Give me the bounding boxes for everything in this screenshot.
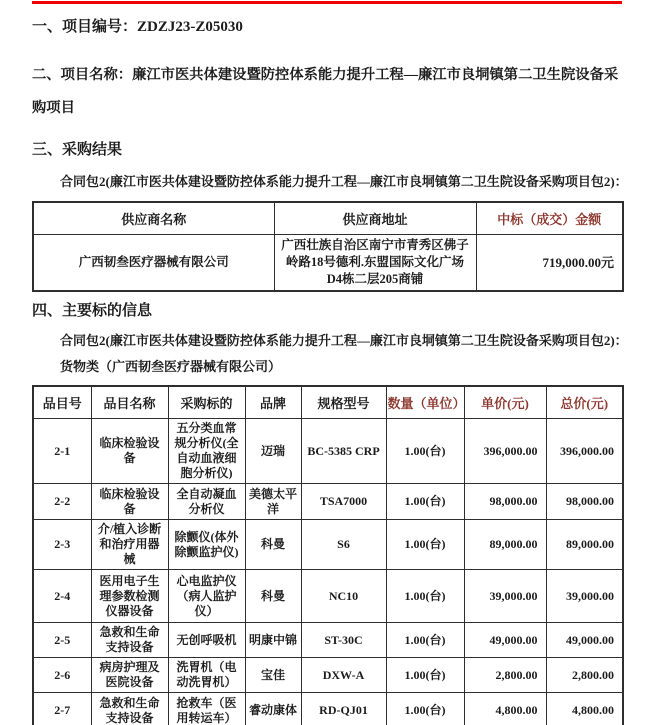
items-table-cell: 除颤仪(体外除颤监护仪) — [168, 520, 245, 570]
items-table-cell: 无创呼吸机 — [168, 623, 245, 658]
column-header-procurement-target: 采购标的 — [168, 386, 245, 419]
items-table-cell: 2,800.00 — [546, 658, 623, 693]
contract-package-line-1: 合同包2(廉江市医共体建设暨防控体系能力提升工程—廉江市良垌镇第二卫生院设备采购项目包2)： — [60, 174, 628, 189]
items-table-cell: TSA7000 — [301, 484, 386, 520]
items-table-cell: 临床检验设备 — [91, 419, 168, 484]
column-header-unit-price: 单价(元) — [464, 386, 546, 419]
column-header-item-no: 品目号 — [33, 386, 91, 419]
items-table — [32, 385, 624, 725]
items-table-cell: 睿动康体 — [245, 693, 301, 725]
items-table-cell: 98,000.00 — [464, 484, 546, 520]
supplier-table-row — [33, 234, 623, 291]
items-table-cell: 病房护理及医院设备 — [91, 658, 168, 693]
items-table-cell: 介/植入诊断和治疗用器械 — [91, 520, 168, 570]
contract-package-line-2: 合同包2(廉江市医共体建设暨防控体系能力提升工程—廉江市良垌镇第二卫生院设备采购项目包2)： — [60, 332, 628, 348]
items-table-cell: 2-3 — [33, 520, 91, 570]
items-table-cell: 2-2 — [33, 484, 91, 520]
items-table-cell: 科曼 — [245, 570, 301, 623]
items-table-cell: 五分类血常规分析仪(全自动血液细胞分析仪) — [168, 419, 245, 484]
items-table-cell: 2-7 — [33, 693, 91, 725]
items-table-cell: 抢救车（医用转运车） — [168, 693, 245, 725]
items-table-cell: S6 — [301, 520, 386, 570]
items-table-row — [33, 623, 623, 658]
items-table-cell: 1.00(台) — [386, 623, 464, 658]
items-table-cell: 急救和生命支持设备 — [91, 693, 168, 725]
items-table-cell: 1.00(台) — [386, 693, 464, 725]
items-table-cell: 2,800.00 — [464, 658, 546, 693]
items-table-row — [33, 520, 623, 570]
supplier-table — [32, 201, 624, 292]
supplier-header-row — [33, 202, 623, 234]
column-header-spec-model: 规格型号 — [301, 386, 386, 419]
items-table-row — [33, 484, 623, 520]
items-table-cell: 迈瑞 — [245, 419, 301, 484]
items-table-cell: 2-4 — [33, 570, 91, 623]
items-table-row — [33, 658, 623, 693]
section-main-subject-title: 四、主要标的信息 — [32, 302, 153, 319]
items-table-cell: 明康中锦 — [245, 623, 301, 658]
items-table-cell: 1.00(台) — [386, 484, 464, 520]
items-table-row — [33, 693, 623, 725]
items-table-cell: 宝佳 — [245, 658, 301, 693]
column-header-quantity-unit: 数量（单位） — [386, 386, 464, 419]
column-header-item-name: 品目名称 — [91, 386, 168, 419]
items-table-cell: RD-QJ01 — [301, 693, 386, 725]
items-table-cell: ST-30C — [301, 623, 386, 658]
column-header-brand: 品牌 — [245, 386, 301, 419]
column-header-award-amount: 中标（成交）金额 — [476, 202, 623, 234]
items-table-cell: 心电监护仪（病人监护仪） — [168, 570, 245, 623]
items-table-cell: BC-5385 CRP — [301, 419, 386, 484]
column-header-total-price: 总价(元) — [546, 386, 623, 419]
items-table-cell: 临床检验设备 — [91, 484, 168, 520]
section-procurement-result-title: 三、采购结果 — [32, 142, 123, 158]
project-name-line: 二、项目名称：廉江市医共体建设暨防控体系能力提升工程—廉江市良垌镇第二卫生院设备采购项目 — [32, 67, 619, 116]
items-table-cell: 4,800.00 — [546, 693, 623, 725]
items-table-cell: 医用电子生理参数检测仪器设备 — [91, 570, 168, 623]
items-table-cell: 2-6 — [33, 658, 91, 693]
items-table-cell: 急救和生命支持设备 — [91, 623, 168, 658]
items-table-cell: 98,000.00 — [546, 484, 623, 520]
items-table-row — [33, 570, 623, 623]
items-table-cell: NC10 — [301, 570, 386, 623]
column-header-supplier-name: 供应商名称 — [33, 202, 274, 234]
supplier-table-cell: 广西韧叁医疗器械有限公司 — [33, 234, 274, 291]
items-table-cell: 1.00(台) — [386, 520, 464, 570]
supplier-table-cell: 719,000.00元 — [476, 234, 623, 291]
items-header-row — [33, 386, 623, 419]
items-table-cell: 396,000.00 — [464, 419, 546, 484]
items-table-cell: 全自动凝血分析仪 — [168, 484, 245, 520]
top-red-divider — [32, 1, 622, 4]
items-table-cell: 1.00(台) — [386, 570, 464, 623]
items-table-row — [33, 419, 623, 484]
items-table-cell: 科曼 — [245, 520, 301, 570]
items-table-cell: 39,000.00 — [464, 570, 546, 623]
items-table-cell: 2-5 — [33, 623, 91, 658]
items-table-cell: 1.00(台) — [386, 658, 464, 693]
items-table-cell: 39,000.00 — [546, 570, 623, 623]
project-number-line: 一、项目编号：ZDZJ23-Z05030 — [32, 19, 243, 35]
items-table-cell: 396,000.00 — [546, 419, 623, 484]
items-table-cell: 2-1 — [33, 419, 91, 484]
supplier-table-cell: 广西壮族自治区南宁市青秀区佛子岭路18号德利.东盟国际文化广场D4栋二层205商铺 — [274, 234, 476, 291]
items-table-cell: 美德太平洋 — [245, 484, 301, 520]
goods-category-line: 货物类（广西韧叁医疗器械有限公司） — [60, 358, 282, 374]
items-table-cell: DXW-A — [301, 658, 386, 693]
items-table-cell: 49,000.00 — [464, 623, 546, 658]
items-table-cell: 89,000.00 — [546, 520, 623, 570]
items-table-cell: 洗胃机（电动洗胃机） — [168, 658, 245, 693]
items-table-cell: 1.00(台) — [386, 419, 464, 484]
items-table-cell: 49,000.00 — [546, 623, 623, 658]
items-table-cell: 4,800.00 — [464, 693, 546, 725]
items-table-cell: 89,000.00 — [464, 520, 546, 570]
column-header-supplier-address: 供应商地址 — [274, 202, 476, 234]
